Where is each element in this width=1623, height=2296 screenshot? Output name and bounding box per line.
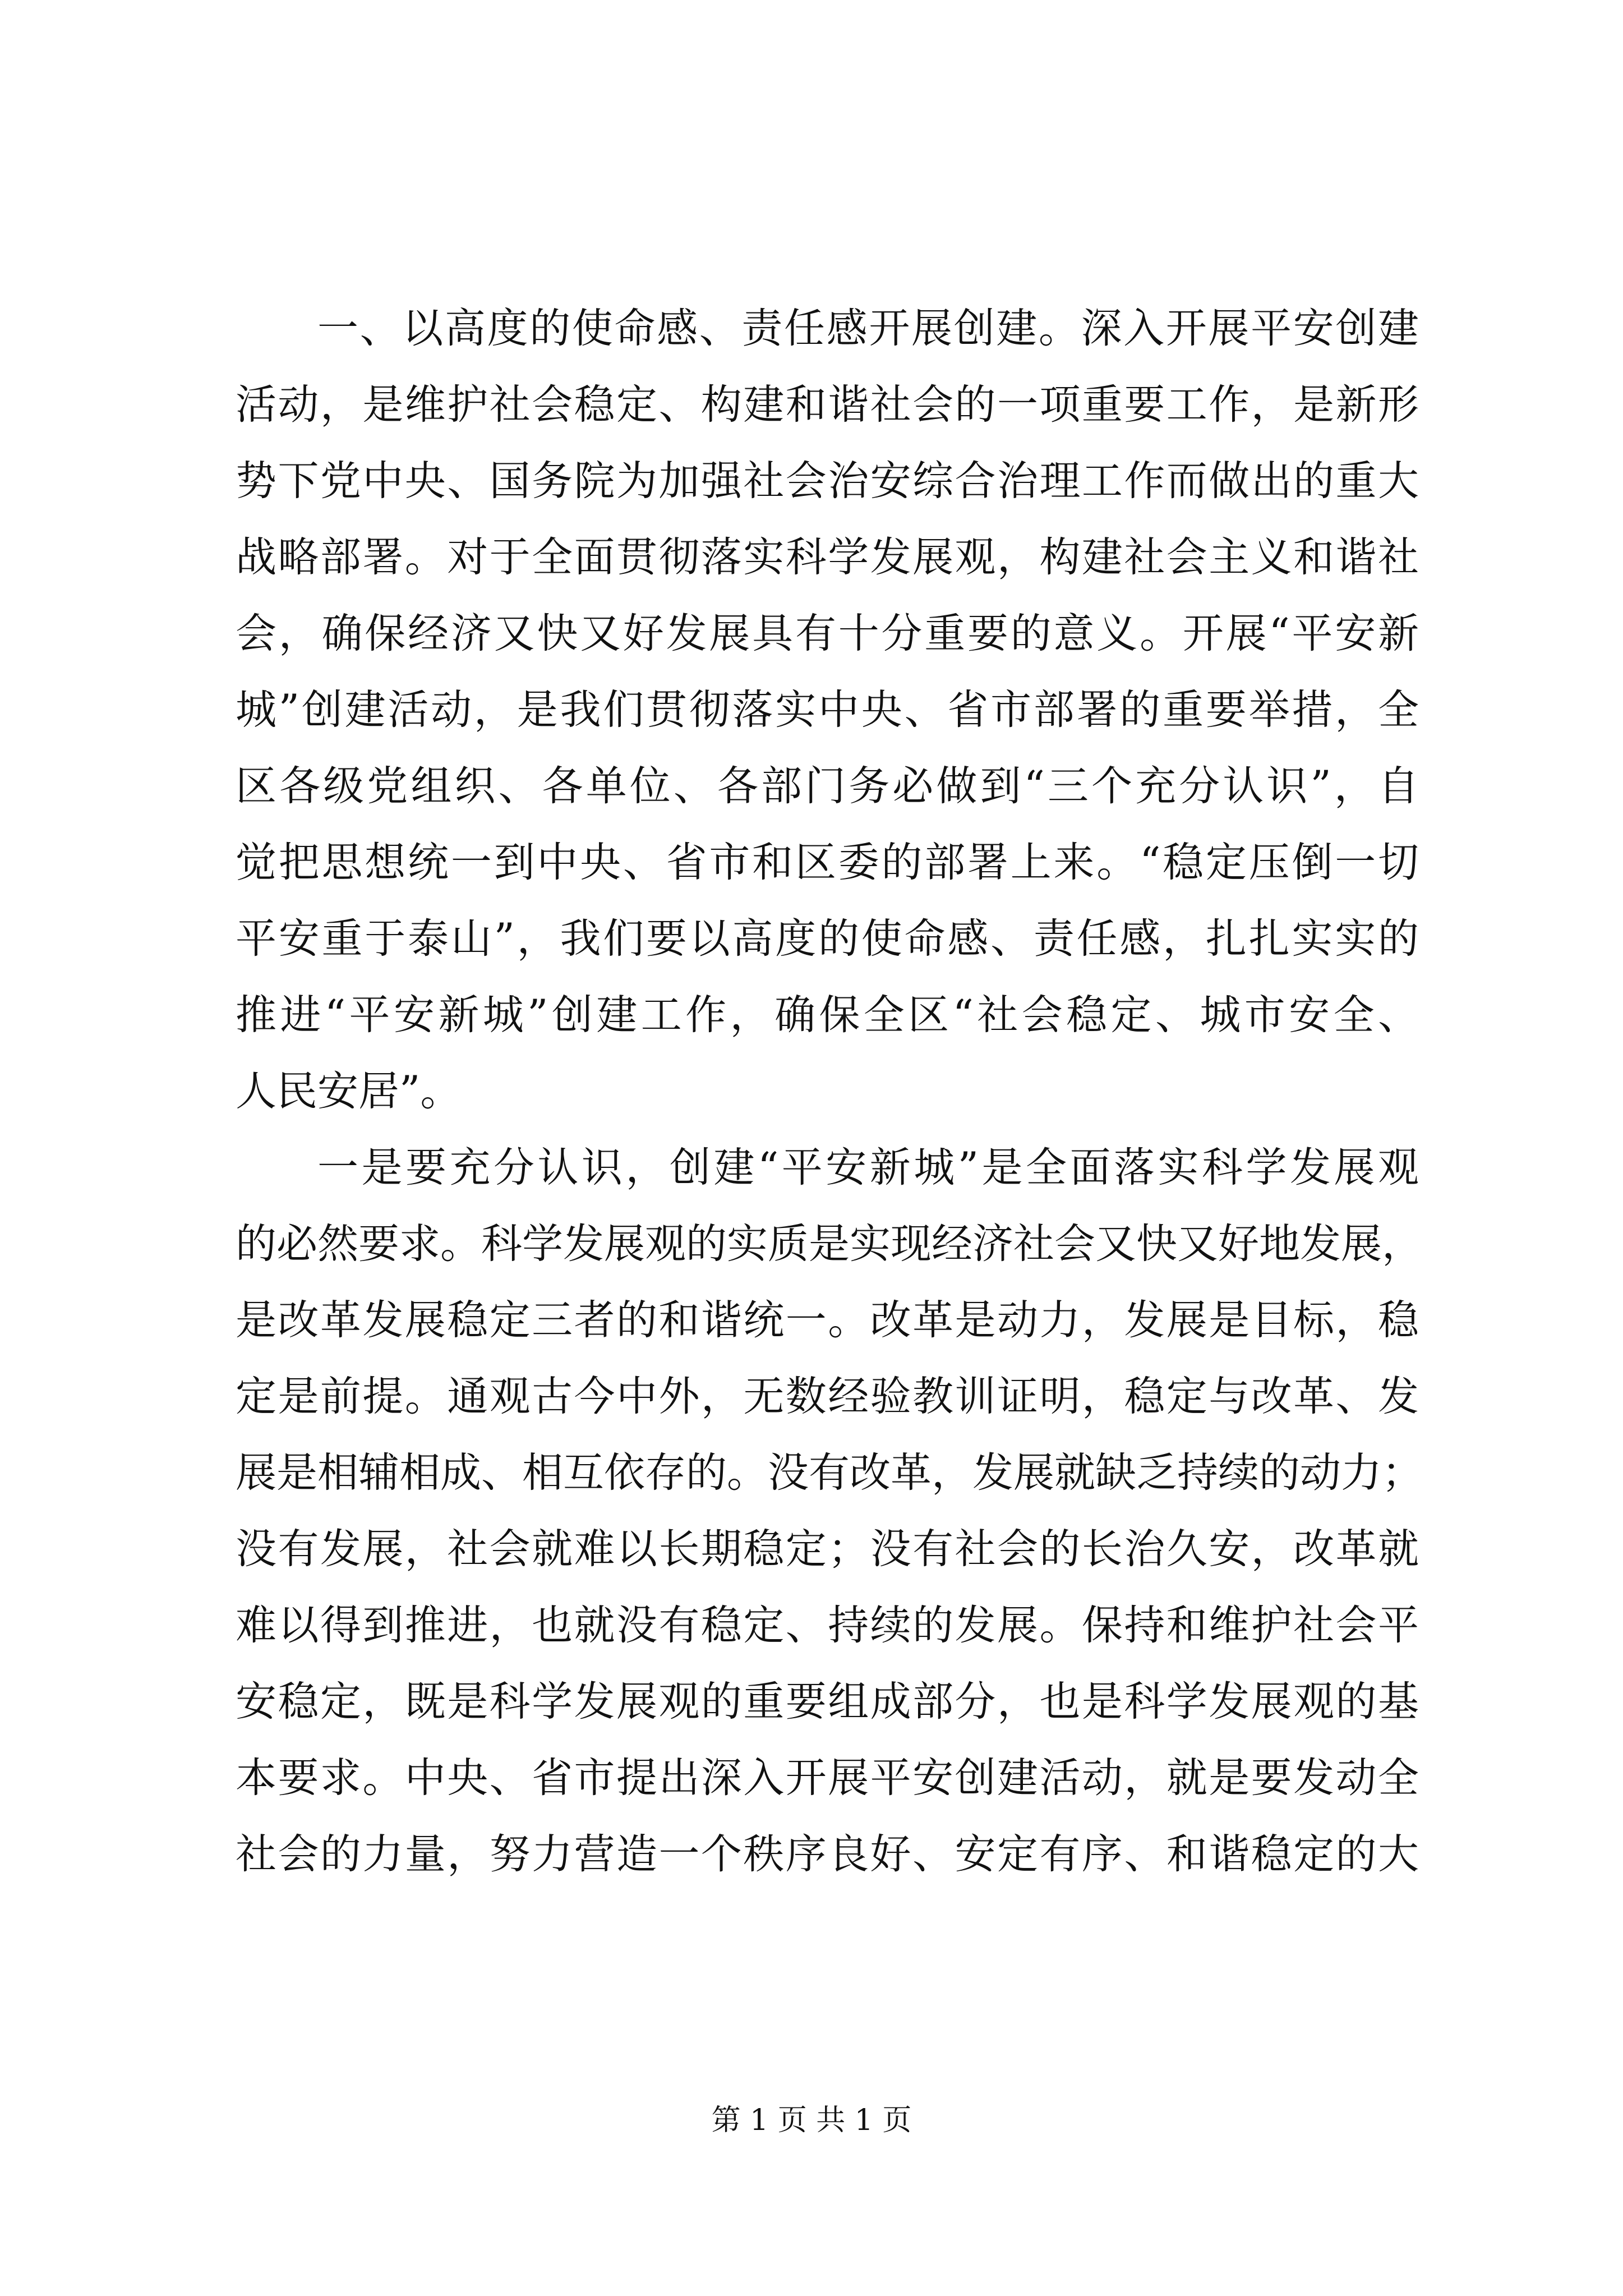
paragraph-2-line-2: 的必然要求。科学发展观的实质是实现经济社会又快又好地发展， xyxy=(236,1220,1423,1268)
paragraph-1-line-1: 一、以高度的使命感、责任感开展创建。深入开展平安创建 xyxy=(317,305,1419,352)
paragraph-1-line-2: 活动，是维护社会稳定、构建和谐社会的一项重要工作，是新形 xyxy=(236,381,1419,429)
paragraph-1-line-7: 区各级党组织、各单位、各部门务必做到“三个充分认识”，自 xyxy=(236,762,1419,810)
paragraph-2-line-6: 没有发展，社会就难以长期稳定；没有社会的长治久安，改革就 xyxy=(236,1525,1419,1573)
paragraph-1-line-6: 城”创建活动，是我们贯彻落实中央、省市部署的重要举措，全 xyxy=(236,686,1419,734)
paragraph-2-line-3: 是改革发展稳定三者的和谐统一。改革是动力，发展是目标，稳 xyxy=(236,1296,1419,1344)
paragraph-1-line-3: 势下党中央、国务院为加强社会治安综合治理工作而做出的重大 xyxy=(236,457,1419,505)
paragraph-2-line-4: 定是前提。通观古今中外，无数经验教训证明，稳定与改革、发 xyxy=(236,1373,1419,1420)
page-number-footer: 第 1 页 共 1 页 xyxy=(711,2104,912,2137)
paragraph-2-line-8: 安稳定，既是科学发展观的重要组成部分，也是科学发展观的基 xyxy=(236,1678,1419,1726)
paragraph-1-line-4: 战略部署。对于全面贯彻落实科学发展观，构建社会主义和谐社 xyxy=(236,533,1419,581)
paragraph-2-line-5: 展是相辅相成、相互依存的。没有改革，发展就缺乏持续的动力； xyxy=(236,1449,1423,1497)
paragraph-2-line-7: 难以得到推进，也就没有稳定、持续的发展。保持和维护社会平 xyxy=(236,1602,1419,1649)
document-body xyxy=(236,291,1423,1893)
paragraph-1-line-8: 觉把思想统一到中央、省市和区委的部署上来。“稳定压倒一切 xyxy=(236,839,1419,886)
paragraph-2-line-1: 一是要充分认识，创建“平安新城”是全面落实科学发展观 xyxy=(317,1144,1419,1191)
paragraph-1-line-9: 平安重于泰山”，我们要以高度的使命感、责任感，扎扎实实的 xyxy=(236,915,1419,963)
paragraph-1-line-5: 会，确保经济又快又好发展具有十分重要的意义。开展“平安新 xyxy=(236,610,1419,657)
paragraph-1-line-11: 人民安居”。 xyxy=(236,1068,462,1115)
paragraph-1-line-10: 推进“平安新城”创建工作，确保全区“社会稳定、城市安全、 xyxy=(236,991,1419,1039)
paragraph-2-line-10: 社会的力量，努力营造一个秩序良好、安定有序、和谐稳定的大 xyxy=(236,1830,1419,1878)
paragraph-2-line-9: 本要求。中央、省市提出深入开展平安创建活动，就是要发动全 xyxy=(236,1754,1419,1802)
